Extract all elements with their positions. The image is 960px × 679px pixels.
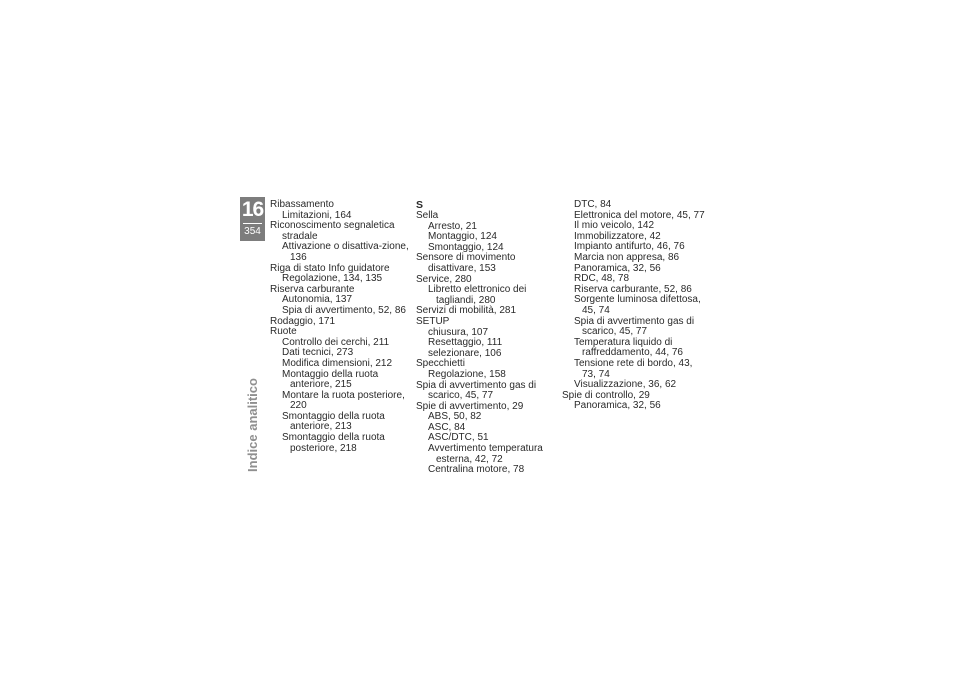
index-subentry: Modifica dimensioni, 212 [282,357,393,369]
index-subentry: Elettronica del motore, 45, 77 [574,209,705,221]
index-subentry: Regolazione, 158 [428,368,506,380]
index-column-2 [416,200,561,476]
index-entry: Sella [416,210,439,221]
index-column-1 [270,200,415,454]
chapter-badge [240,197,265,241]
index-entry: Riga di stato Info guidatore [270,262,390,274]
index-subentry: Centralina motore, 78 [428,464,525,476]
index-entry: Spie di avvertimento, 29 [416,400,524,412]
index-subentry: Panoramica, 32, 56 [574,262,661,274]
index-subentry: ABS, 50, 82 [428,411,482,423]
index-subentry: Controllo dei cerchi, 211 [282,336,390,348]
index-subentry: Marcia non appresa, 86 [574,251,680,263]
index-subentry: Attivazione o disattiva-zione, 136 [282,241,409,263]
index-entry: Riconoscimento segnaletica stradale [270,220,395,242]
index-subentry: selezionare, 106 [428,347,502,359]
index-entry: Spia di avvertimento gas di scarico, 45, 77 [416,379,537,402]
index-subentry: Montare la ruota posteriore, 220 [282,389,405,412]
index-entry: Servizi di mobilità, 281 [416,305,517,317]
page-number: 354 [244,226,261,237]
index-subentry: Resettaggio, 111 [428,337,503,349]
index-subentry: Smontaggio della ruota anteriore, 213 [282,410,385,433]
index-entry: Ribassamento [270,199,334,210]
index-subentry: Montaggio, 124 [428,231,497,243]
index-subentry: Spia di avvertimento, 52, 86 [282,304,406,316]
index-subentry: Immobilizzatore, 42 [574,230,661,242]
index-entry: Riserva carburante [270,283,355,295]
index-entry: Rodaggio, 171 [270,315,336,327]
index-subentry: ASC, 84 [428,421,466,433]
index-subentry: disattivare, 153 [428,262,496,274]
index-subentry: Smontaggio della ruota posteriore, 218 [282,432,385,454]
index-subentry: Impianto antifurto, 46, 76 [574,241,685,253]
index-entry: SETUP [416,315,450,327]
index-subentry: Autonomia, 137 [282,294,353,306]
index-subentry: Sorgente luminosa difettosa, 45, 74 [574,294,701,316]
index-subentry: Limitazioni, 164 [282,209,352,221]
index-subentry: Panoramica, 32, 56 [574,400,661,412]
index-subentry: Smontaggio, 124 [428,241,504,253]
index-subentry: Spia di avvertimento gas di scarico, 45, 77 [574,315,695,338]
index-entry: Sensore di movimento [416,252,516,264]
index-subentry: Il mio veicolo, 142 [574,220,655,232]
index-subentry: chiusura, 107 [428,326,489,338]
index-column-3 [562,200,707,412]
index-entry: Specchietti [416,358,465,370]
section-title-vertical [243,375,263,475]
index-letter-heading: S [416,199,424,211]
index-entry: Spie di controllo, 29 [562,389,650,401]
index-subentry: ASC/DTC, 51 [428,432,489,444]
index-subentry: Montaggio della ruota anteriore, 215 [282,368,379,391]
index-subentry: Arresto, 21 [428,220,477,232]
index-subentry: Libretto elettronico dei tagliandi, 280 [428,284,527,306]
index-subentry: Tensione rete di bordo, 43, 73, 74 [574,357,693,380]
index-entry: Ruote [270,326,297,338]
index-subentry: Temperatura liquido di raffreddamento, 44, 76 [574,336,683,359]
index-entry: Service, 280 [416,273,472,285]
index-subentry: Visualizzazione, 36, 62 [574,379,677,391]
index-subentry: RDC, 48, 78 [574,273,630,285]
chapter-number: 16 [241,198,264,221]
index-subentry: Avvertimento temperatura esterna, 42, 72 [428,443,543,465]
section-title-text: Indice analitico [245,378,260,472]
index-subentry: Riserva carburante, 52, 86 [574,283,692,295]
index-subentry: Dati tecnici, 273 [282,347,354,359]
index-subentry: DTC, 84 [574,199,612,210]
index-subentry: Regolazione, 134, 135 [282,273,383,285]
